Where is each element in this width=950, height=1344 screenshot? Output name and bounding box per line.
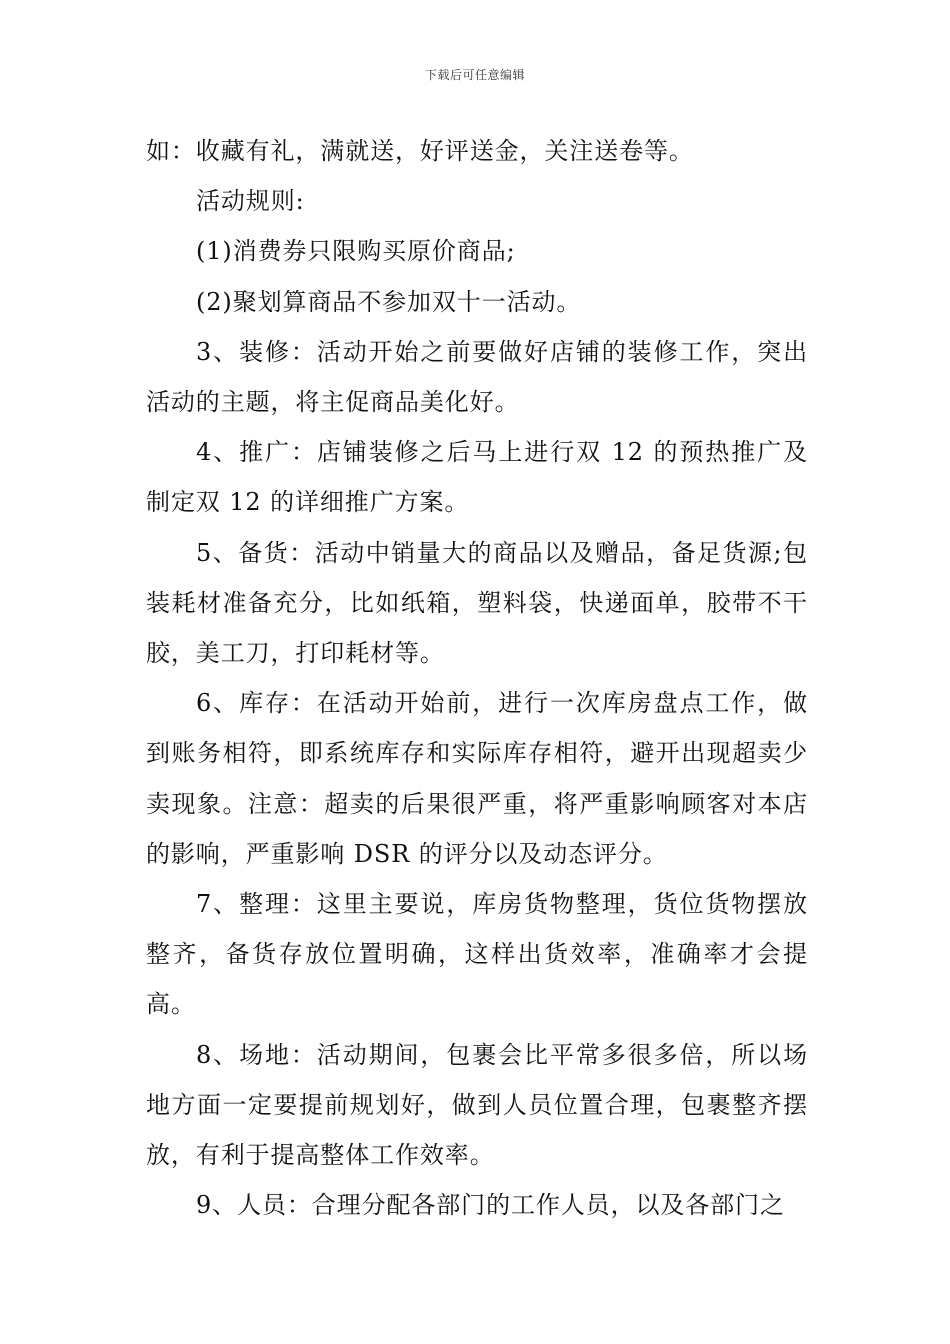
paragraph-5: 3、装修：活动开始之前要做好店铺的装修工作，突出活动的主题，将主促商品美化好。 [146,337,808,417]
paragraph-1: 如：收藏有礼，满就送，好评送金，关注送卷等。 [146,137,694,165]
page-header: 下载后可任意编辑 [424,68,525,82]
paragraph-10: 8、场地：活动期间，包裹会比平常多很多倍，所以场地方面一定要提前规划好，做到人员位置合理，包裹整齐摆放，有利于提高整体工作效率。 [146,1040,808,1170]
paragraph-6: 4、推广：店铺装修之后马上进行双 12 的预热推广及制定双 12 的详细推广方案。 [146,438,808,517]
paragraph-4: (2)聚划算商品不参加双十一活动。 [196,287,582,316]
paragraph-3: (1)消费券只限购买原价商品; [196,237,516,266]
paragraph-7: 5、备货：活动中销量大的商品以及赠品，备足货源;包装耗材准备充分，比如纸箱，塑料袋，快递面单，胶带不干胶，美工刀，打印耗材等。 [146,538,808,668]
paragraph-11: 9、人员：合理分配各部门的工作人员，以及各部门之 [196,1191,785,1220]
paragraph-2: 活动规则: [196,187,305,216]
document-body [146,126,808,1230]
paragraph-8: 6、库存：在活动开始前，进行一次库房盘点工作，做到账务相符，即系统库存和实际库存相符，避开出现超卖少卖现象。注意：超卖的后果很严重，将严重影响顾客对本店的影响，严重影响 DSR 的评分以及动态评分。 [146,689,808,868]
paragraph-9: 7、整理：这里主要说，库房货物整理，货位货物摆放整齐，备货存放位置明确，这样出货效率，准确率才会提高。 [146,890,808,1019]
